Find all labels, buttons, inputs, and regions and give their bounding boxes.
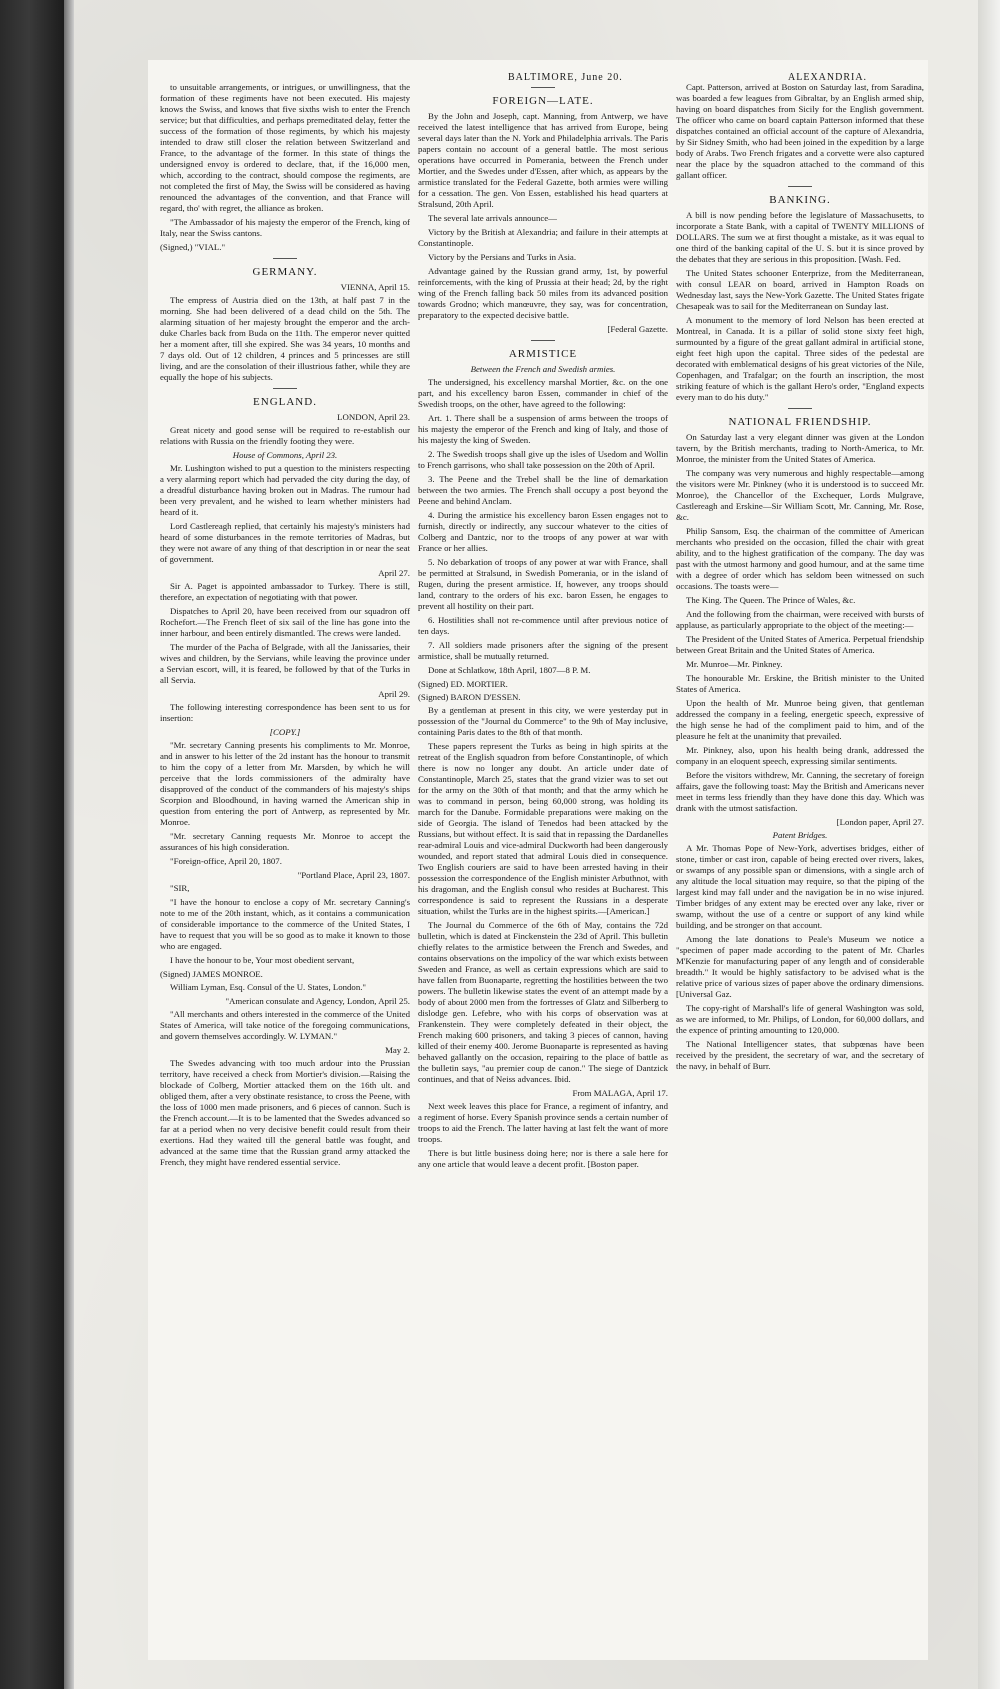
paragraph: The King. The Queen. The Prince of Wales, &c.: [686, 595, 856, 605]
paragraph: The empress of Austria died on the 13th, at half past 7 in the morning. She had been delivered of a dead child on the 5th. The alarming situation of her majesty brought the emperor and the arch-duke Charles back from Buda on the 11th. The emperor never quitted her a moment after, till she expired. She was 34 years, 10 months and 7 days old. Out of 12 children, 4 princes and 5 princesses are still living, and are the consolation of their illustrious father, while they are equally the hope of his subjects.: [160, 295, 410, 382]
section-heading: GERMANY.: [252, 266, 318, 278]
paragraph: Before the visitors withdrew, Mr. Canning, the secretary of foreign affairs, gave the following toast: May the British and Americans never meet in terms less friendly than they have done this day. Which was drank with the utmost satisfaction.: [676, 770, 924, 813]
signature-line: (Signed,) "VIAL.": [160, 242, 226, 252]
subheading: Patent Bridges.: [772, 830, 828, 840]
paragraph: On Saturday last a very elegant dinner was given at the London tavern, by the British merchants, trading to North-America, to Mr. Monroe, the minister from the United States of America.: [676, 432, 924, 464]
paragraph: A bill is now pending before the legislature of Massachusetts, to incorporate a State Bank, with a capital of TWENTY MILLIONS of DOLLARS. The sum we at first thought a mistake, as it was equal to one third of the banking capital of the U. S. but it is since proved by the debates that they are serious in this proposition. [Wash. Fed.: [676, 210, 924, 264]
spine-edge: [64, 0, 74, 1689]
subheading: [COPY.]: [269, 727, 301, 737]
paragraph: 6. Hostilities shall not re-commence until after previous notice of ten days.: [418, 615, 668, 636]
paragraph: Victory by the Persians and Turks in Asia.: [428, 252, 577, 262]
paragraph: The President of the United States of America. Perpetual friendship between Great Britain and the United States of America.: [676, 634, 924, 655]
dateline-text: April 27.: [378, 568, 410, 578]
section-rule: [788, 186, 812, 187]
section-rule: [273, 388, 297, 389]
paragraph: The undersigned, his excellency marshal Mortier, &c. on the one part, and his excellency baron Essen, commander in chief of the Swedish troops, on the other, have agreed to the following:: [418, 377, 668, 409]
paragraph: The copy-right of Marshall's life of general Washington was sold, as we are informed, to Mr. Philips, of London, for 60,000 dollars, and the expence of printing amounting to 120,000.: [676, 1003, 924, 1035]
paragraph: The company was very numerous and highly respectable—among the visitors were Mr. Pinkney (who it is understood is to succeed Mr. Monroe), the Chancellor of the Exchequer, Lords Mulgrave, Castlereagh and Erskine—Sir William Scott, Mr. Canning, Mr. Rose, &c.: [676, 468, 924, 522]
column-3: [676, 82, 924, 1075]
paragraph: The several late arrivals announce—: [428, 213, 557, 223]
paragraph: The murder of the Pacha of Belgrade, with all the Janissaries, their wives and children, by the Servians, while leaving the province under a Servian escort, will, it is feared, be followed by that of the Turks in all Servia.: [160, 642, 410, 685]
dateline-text: VIENNA, April 15.: [340, 282, 410, 292]
subheading: Between the French and Swedish armies.: [470, 364, 616, 374]
paragraph: 7. All soldiers made prisoners after the signing of the present armistice, shall be mutually returned.: [418, 640, 668, 661]
paragraph: 3. The Peene and the Trebel shall be the line of demarkation between the two armies. The French shall occupy a post beyond the Peene and behind Anclam.: [418, 474, 668, 506]
paragraph: Mr. Munroe—Mr. Pinkney.: [686, 659, 783, 669]
paragraph: By the John and Joseph, capt. Manning, from Antwerp, we have received the latest intelligence that has arrived from Europe, being several days later than the N. York and Philadelphia arrivals. The Paris papers contain no account of a general battle. The most serious operations have occurred in Pomerania, between the French under Mortier, and the Swedes under d'Essen, after which, as appears by the armistice translated for the Federal Gazette, both armies were willing for a cessation. The gen. Von Essen, established his head quarters at Stralsund, 20th April.: [418, 111, 668, 209]
paragraph: Lord Castlereagh replied, that certainly his majesty's ministers had heard of some disturbances in the remote territories of Madras, but they were not aware of any thing of that description in or near the seat of government.: [160, 521, 410, 564]
paragraph: By a gentleman at present in this city, we were yesterday put in possession of the "Journal du Commerce" to the 9th of May inclusive, containing Paris dates to the 8th of that month.: [418, 705, 668, 737]
section-heading: ENGLAND.: [253, 396, 317, 408]
paragraph: Upon the health of Mr. Munroe being given, that gentleman addressed the company in a feeling, energetic speech, expressive of the high sense he had of the compliment paid to him, and of the pleasure he felt at the unanimity that prevailed.: [676, 698, 924, 741]
paragraph: Advantage gained by the Russian grand army, 1st, by powerful reinforcements, with the king of Prussia at their head; 2d, by the right wing of the French falling back 50 miles from its advanced position towards Grodno; which manœuvre, they say, was for concentration, preparatory to the expected decisive battle.: [418, 266, 668, 320]
paragraph: "SIR,: [170, 883, 190, 893]
paragraph: The following interesting correspondence has been sent to us for insertion:: [160, 702, 410, 723]
paragraph: The Swedes advancing with too much ardour into the Prussian territory, have received a check from Mortier's division.—Raising the blockade of Colberg, Mortier attacked them on the 16th ult. and obliged them, after a very obstinate resistance, to cross the Peene, with the loss of 1000 men made prisoners, and 6 pieces of cannon. Such is the French account.—It is to be lamented that the Swedes advanced so far at a period when no very decisive benefit could result from their exertions. Had they waited till the general battle was fought, and advanced at the same time that the Russian grand army attacked the French, they might have rendered essential service.: [160, 1058, 410, 1167]
dateline-text: [Federal Gazette.: [607, 324, 668, 334]
dateline: BALTIMORE, June 20.: [508, 72, 623, 83]
section-heading: BANKING.: [769, 194, 831, 206]
paragraph: The Journal du Commerce of the 6th of May, contains the 72d bulletin, which is dated at Finckenstein the 23d of April. This bulletin chiefly relates to the armistice between the French and Swedes, and contains observations on the impolicy of the war which exists between Sweden and France, as well as certain expressions which are said to have fallen from Buonaparte, regretting the hostilities between the two powers. The bulletin likewise states the event of an attempt made by a body of about 2000 men from the fortresses of Glatz and Silberberg to dislodge gen. Lefebre, who with his corps of observation was at Frankenstein. They were completely defeated in their object, the French making 600 prisoners, and taking 3 pieces of cannon, having killed of their enemy 400. Jerome Buonaparte is represented as having behaved gallantly on the occasion, repairing to the place of battle as the bulletin says, "au premier coup de canon." The siege of Dantzick continues, and that of Neiss advances. Ibid.: [418, 920, 668, 1084]
paragraph: 2. The Swedish troops shall give up the isles of Usedom and Wollin to French garrisons, who shall take possession on the 20th of April.: [418, 449, 668, 470]
paragraph: "All merchants and others interested in the commerce of the United States of America, will take notice of the foregoing communications, and govern themselves accordingly. W. LYMAN.": [160, 1009, 410, 1041]
dateline-text: April 29.: [378, 689, 410, 699]
signature-line: (Signed) ED. MORTIER.: [418, 679, 508, 689]
section-rule: [273, 258, 297, 259]
paragraph: Mr. Lushington wished to put a question to the ministers respecting a very alarming report which had pervaded the city during the day, of a dreadful disturbance having broken out in Madras. The rumour had been very prevalent, and he wished to learn whether ministers had heard of it.: [160, 463, 410, 517]
paragraph: Mr. Pinkney, also, upon his health being drank, addressed the company in an eloquent speech, expressing similar sentiments.: [676, 745, 924, 766]
section-heading: NATIONAL FRIENDSHIP.: [728, 416, 872, 428]
section-heading: ARMISTICE: [508, 348, 578, 360]
paragraph: "Mr. secretary Canning requests Mr. Monroe to accept the assurances of his high consideration.: [160, 831, 410, 852]
paragraph: "Foreign-office, April 20, 1807.: [170, 856, 282, 866]
paragraph: Capt. Patterson, arrived at Boston on Saturday last, from Saradina, was boarded a few leagues from Gibraltar, by an English armed ship, having on board dispatches from Sicily for the English government. The officer who came on board captain Patterson informed that these dispatches contained an official account of the capture of Alexandria, by Sir Sidney Smith, who had been joined in the expedition by a large body of Arabs. Two French frigates and a corvette were also captured near the place by the squadron attached to the command of this gallant officer.: [676, 82, 924, 180]
paragraph: A Mr. Thomas Pope of New-York, advertises bridges, either of stone, timber or cast iron, capable of being erected over rivers, lakes, or swamps of any possible span or dimensions, with a single arch of any altitude the local situation may require, so that the piping of the largest kind may fall under and the navigation be in no wise injured. Timber bridges of any extent may be erected over any lake, river or swamp, without the use of a centre or support of any kind while building, and be stronger on that account.: [676, 843, 924, 930]
book-spine: [0, 0, 64, 1689]
dateline-text: May 2.: [385, 1045, 410, 1055]
paragraph: Philip Sansom, Esq. the chairman of the committee of American merchants who presided on the occasion, filled the chair with great ability, and to the highest gratification of the company. The day was past with the utmost harmony and good humour, and at the same time with a degree of order which has seldom been witnessed on such occasions. The toasts were—: [676, 526, 924, 591]
paragraph: Victory by the British at Alexandria; and failure in their attempts at Constantinople.: [418, 227, 668, 248]
paragraph: Done at Schlatkow, 18th April, 1807—8 P. M.: [428, 665, 591, 675]
signature-line: (Signed) JAMES MONROE.: [160, 969, 263, 979]
dateline-text: "American consulate and Agency, London, April 25.: [225, 996, 410, 1006]
column-2: [418, 82, 668, 1173]
paragraph: to unsuitable arrangements, or intrigues, or unwillingness, that the formation of these regiments have not been executed. His majesty knows the Swiss, and knows that five sixths wish to enter the French service; but that difficulties, and perhaps premeditated delay, fetter the success of the formation of those regiments, by which his majesty intended to draw still closer the relation between Switzerland and France, to the advantage of the former. In this state of things the undersigned envoy is ordered to declare, that, if the 16,000 men, which, according to the contract, should compose the regiments, are not completed the first of May, the Swiss will be considered as having renounced the advantages of the convention, and that France will regard, tho' with regret, the alliance as broken.: [160, 82, 410, 213]
dateline-text: [London paper, April 27.: [836, 817, 924, 827]
paragraph: The honourable Mr. Erskine, the British minister to the United States of America.: [676, 673, 924, 694]
dateline-text: From MALAGA, April 17.: [572, 1088, 668, 1098]
paragraph: And the following from the chairman, were received with bursts of applause, as particularly appropriate to the object of the meeting:—: [676, 609, 924, 630]
paragraph: There is but little business doing here; nor is there a sale here for any one article that would leave a decent profit. [Boston paper.: [418, 1148, 668, 1169]
paragraph: The United States schooner Enterprize, from the Mediterranean, with consul LEAR on board, arrived in Hampton Roads on Wednesday last, says the New-York Gazette. The United States frigate Chesapeak was to sail for the Mediterranean on Sunday last.: [676, 268, 924, 311]
paragraph: 5. No debarkation of troops of any power at war with France, shall be permitted at Stralsund, in Swedish Pomerania, or in the island of Rugen, during the present armistice. If, however, any troops should land, contrary to the orders of his exc. baron Essen, he engages to prevent all hostility on their part.: [418, 557, 668, 611]
section-rule: [531, 87, 555, 88]
paragraph: I have the honour to be, Your most obedient servant,: [170, 955, 355, 965]
paragraph: "Mr. secretary Canning presents his compliments to Mr. Monroe, and in answer to his letter of the 2d instant has the honour to transmit to him the copy of a letter from Mr. Marsden, by which he will perceive that the lords commissioners of the admiralty have disapproved of the conduct of the commanders of his majesty's ships Scorpion and Bloodhound, in having warned the American ship in question from entering the port of Antwerp, as represented by Mr. Monroe.: [160, 740, 410, 827]
running-head: ALEXANDRIA.: [788, 72, 868, 83]
subheading: House of Commons, April 23.: [232, 450, 338, 460]
paragraph: Sir A. Paget is appointed ambassador to Turkey. There is still, therefore, an expectation of negotiating with that power.: [160, 581, 410, 602]
paragraph: These papers represent the Turks as being in high spirits at the retreat of the English squadron from before Constantinople, of which there is now no longer any doubt. An article under date of Constantinople, March 25, states that the grand vizier was to set out for the army on the 30th of that month; and that the army which he was to command in person, being 60,000 strong, was holding its march for the Danube. Formidable preparations were making on the side of Georgia. The island of Tenedos had been attacked by the Russians, but without effect. It is said that in repassing the Dardanelles rear-admiral Louis and vice-admiral Duckworth had been dangerously wounded, and report stated that admiral Louis died in consequence. Two English couriers are said to have been arrested having in their possession the correspondence of the English minister Arbuthnot, with his dragoman, and the English consul who resides at Bucharest. This correspondence is said to represent the Russians in a desperate situation, whilst the Turks are in the highest spirits.—[American.]: [418, 741, 668, 916]
column-1: [160, 82, 410, 1171]
paragraph: Great nicety and good sense will be required to re-establish our relations with Russia on the friendly footing they were.: [160, 425, 410, 446]
paragraph: Art. 1. There shall be a suspension of arms between the troops of his majesty the emperor of the French and king of Italy, and those of his majesty the king of Sweden.: [418, 413, 668, 445]
section-rule: [788, 408, 812, 409]
newspaper-page: [148, 60, 928, 1660]
dateline-text: "Portland Place, April 23, 1807.: [297, 870, 410, 880]
paragraph: The National Intelligencer states, that subpœnas have been received by the president, the secretary of war, and the secretary of the navy, in behalf of Burr.: [676, 1039, 924, 1071]
page-right-edge: [978, 0, 1000, 1689]
paragraph: 4. During the armistice his excellency baron Essen engages not to furnish, directly or indirectly, any succour whatever to the cities of Colberg and Dantzic, nor to the troops of any power at war with France or her allies.: [418, 510, 668, 553]
paragraph: William Lyman, Esq. Consul of the U. States, London.": [170, 982, 367, 992]
paragraph: "I have the honour to enclose a copy of Mr. secretary Canning's note to me of the 20th instant, which, as it contains a communication of considerable importance to the commerce of the United States, I have to request that you will be so good as to make it known to those who are engaged.: [160, 897, 410, 951]
section-heading: FOREIGN—LATE.: [492, 95, 594, 107]
paragraph: A monument to the memory of lord Nelson has been erected at Montreal, in Canada. It is a pillar of solid stone sixty feet high, surmounted by a figure of the great gallant admiral in artificial stone, eight feet high upon the capital. Three sides of the pedestal are decorated with emblematical designs of his great victories of the Nile, Copenhagen, and Trafalgar; on the fourth an inscription, the most striking feature of which is the gallant Hero's order, "England expects every man to do his duty.": [676, 315, 924, 402]
signature-line: (Signed) BARON D'ESSEN.: [418, 692, 521, 702]
paragraph: Next week leaves this place for France, a regiment of infantry, and a regiment of horse. Every Spanish province sends a certain number of troops to aid the French. The latter having at last felt the want of more troops.: [418, 1101, 668, 1144]
dateline-text: LONDON, April 23.: [337, 412, 410, 422]
paragraph: Among the late donations to Peale's Museum we notice a "specimen of paper made according to the patent of Mr. Charles M'Kenzie for manufacturing paper of any length and of considerable breadth." It would be highly satisfactory to be advised what is the relative price of various sizes of paper above the ordinary dimensions. [Universal Gaz.: [676, 934, 924, 999]
paragraph: "The Ambassador of his majesty the emperor of the French, king of Italy, near the Swiss cantons.: [160, 217, 410, 238]
paragraph: Dispatches to April 20, have been received from our squadron off Rochefort.—The French fleet of six sail of the line has gone into the inner harbour, and been entirely dismantled. The crews were landed.: [160, 606, 410, 638]
section-rule: [531, 340, 555, 341]
